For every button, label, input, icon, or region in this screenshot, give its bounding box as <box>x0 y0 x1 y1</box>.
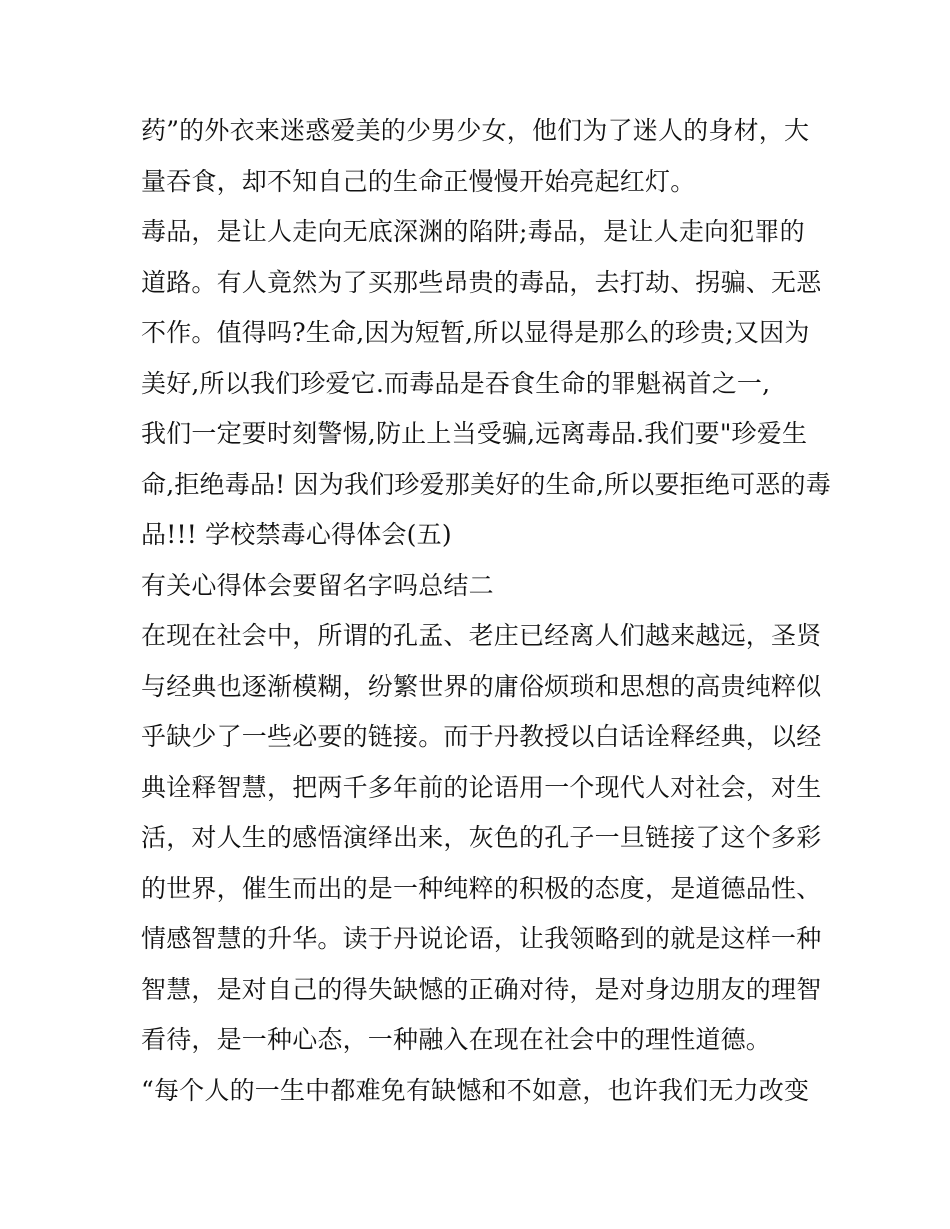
text-line: “每个人的一生中都难免有缺憾和不如意，也许我们无力改变 <box>141 1075 810 1105</box>
text-line: 道路。有人竟然为了买那些昂贵的毒品，去打劫、拐骗、无恶 <box>141 267 822 297</box>
text-line: 乎缺少了一些必要的链接。而于丹教授以白话诠释经典，以经 <box>141 722 822 751</box>
text-line: 品!!! 学校禁毒心得体会(五) <box>141 520 452 549</box>
text-line: 典诠释智慧，把两千多年前的论语用一个现代人对社会，对生 <box>141 772 822 802</box>
text-line: 毒品，是让人走向无底深渊的陷阱;毒品，是让人走向犯罪的 <box>141 217 805 246</box>
text-line: 不作。值得吗?生命,因为短暂,所以显得是那么的珍贵;又因为 <box>141 318 810 347</box>
text-line: 命,拒绝毒品! 因为我们珍爱那美好的生命,所以要拒绝可恶的毒 <box>141 469 831 499</box>
text-line: 药”的外衣来迷惑爱美的少男少女，他们为了迷人的身材，大 <box>141 116 810 145</box>
text-line: 活，对人生的感悟演绎出来，灰色的孔子一旦链接了这个多彩 <box>141 823 822 852</box>
text-line: 的世界，催生而出的是一种纯粹的积极的态度，是道德品性、 <box>141 873 822 903</box>
section-heading: 有关心得体会要留名字吗总结二 <box>141 570 494 600</box>
text-line: 美好,所以我们珍爱它.而毒品是吞食生命的罪魁祸首之一, <box>141 368 771 398</box>
text-line: 我们一定要时刻警惕,防止上当受骗,远离毒品.我们要"珍爱生 <box>141 419 808 448</box>
document-body <box>141 106 831 1116</box>
text-line: 与经典也逐渐模糊，纷繁世界的庸俗烦琐和思想的高贵纯粹似 <box>141 671 822 701</box>
text-line: 在现在社会中，所谓的孔孟、老庄已经离人们越来越远，圣贤 <box>141 621 822 650</box>
text-line: 量吞食，却不知自己的生命正慢慢开始亮起红灯。 <box>141 166 696 196</box>
text-line: 智慧，是对自己的得失缺憾的正确对待，是对身边朋友的理智 <box>141 974 822 1004</box>
text-line: 情感智慧的升华。读于丹说论语，让我领略到的就是这样一种 <box>141 924 822 953</box>
text-line: 看待，是一种心态，一种融入在现在社会中的理性道德。 <box>141 1025 772 1054</box>
